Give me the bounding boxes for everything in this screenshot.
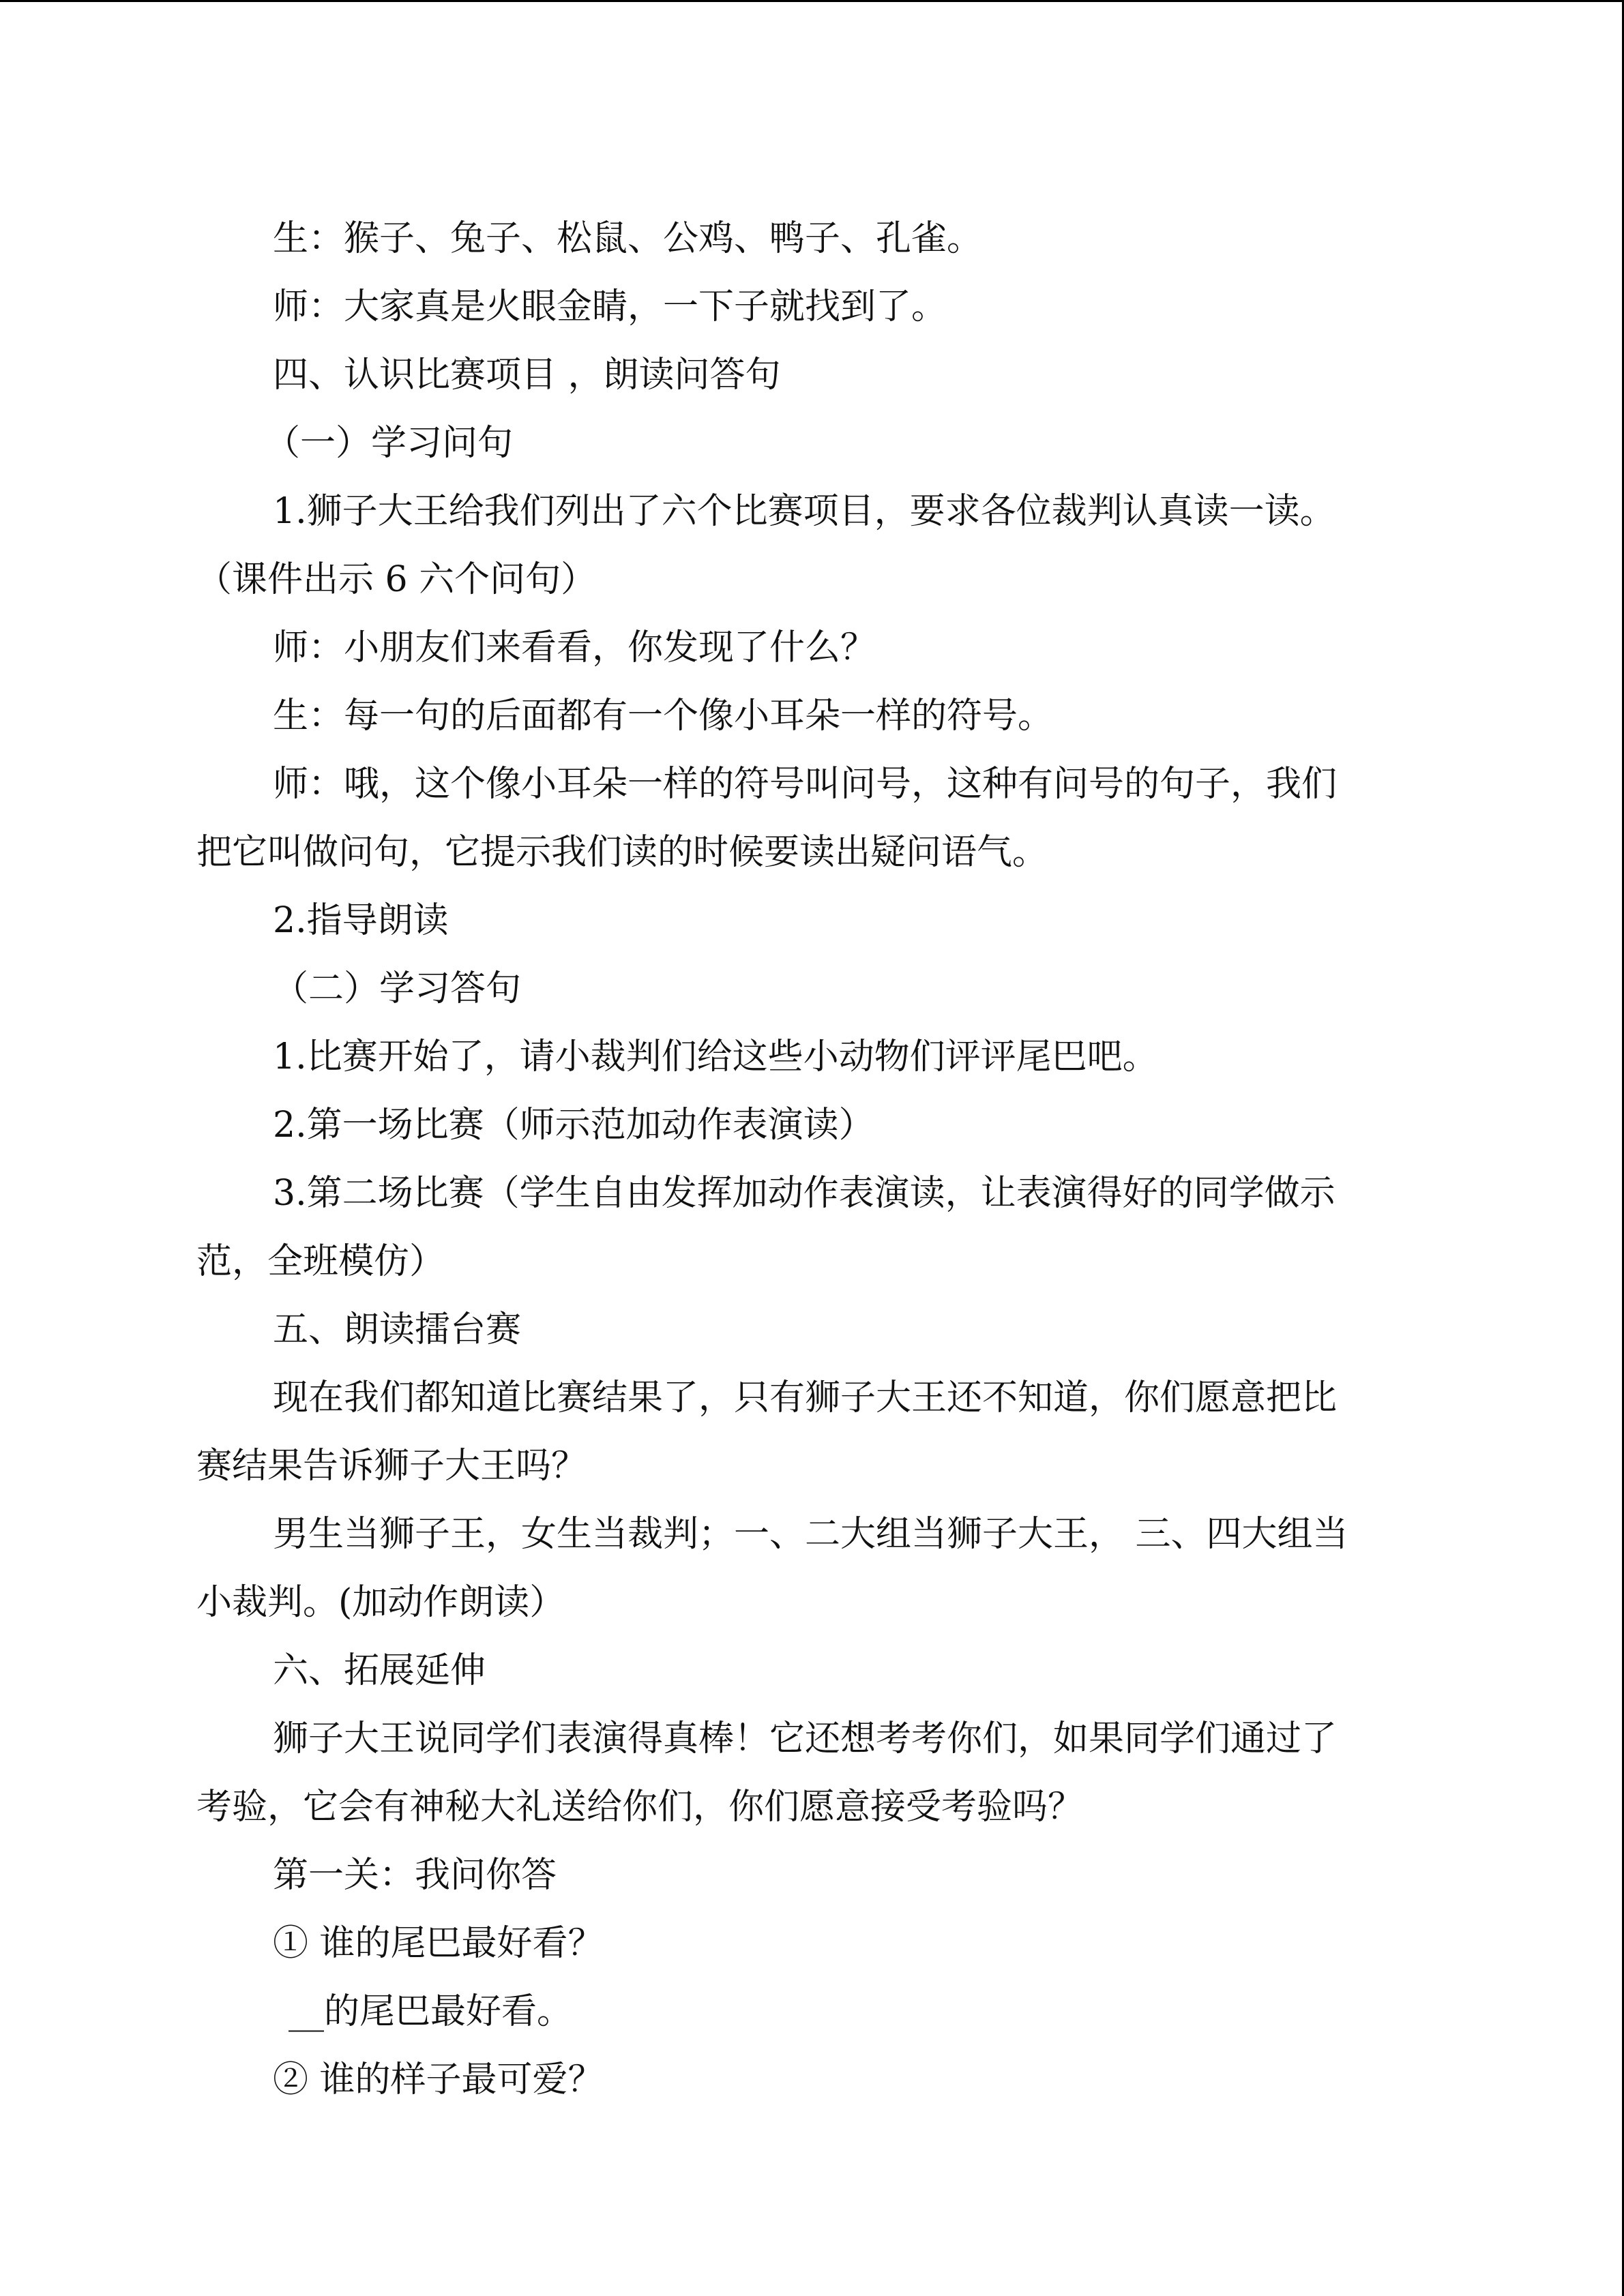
- paragraph-line: 师：小朋友们来看看，你发现了什么？: [273, 627, 876, 668]
- question-line: ① 谁的尾巴最好看？: [273, 1923, 604, 1964]
- paragraph-line: 赛结果告诉狮子大王吗？: [196, 1446, 587, 1487]
- answer-blank-line: __的尾巴最好看。: [289, 1991, 573, 2032]
- paragraph-line: 3.第二场比赛（学生自由发挥加动作表演读，让表演得好的同学做示: [273, 1173, 1335, 1214]
- section-heading: 五、朗读擂台赛: [273, 1309, 522, 1350]
- paragraph-line: 1.比赛开始了，请小裁判们给这些小动物们评评尾巴吧。: [273, 1037, 1158, 1077]
- paragraph-line: 1.狮子大王给我们列出了六个比赛项目，要求各位裁判认真读一读。: [273, 491, 1335, 532]
- subsection-heading: （二）学习答句: [273, 968, 522, 1009]
- document-body: [196, 205, 1438, 2114]
- paragraph-line: （课件出示 6 六个问句）: [196, 559, 597, 600]
- paragraph-line: 师：哦，这个像小耳朵一样的符号叫问号，这种有问号的句子，我们: [273, 764, 1338, 805]
- paragraph-line: 男生当狮子王，女生当裁判；一、二大组当狮子大王， 三、四大组当: [273, 1514, 1348, 1555]
- section-heading: 六、拓展延伸: [273, 1650, 486, 1691]
- paragraph-line: 师：大家真是火眼金睛，一下子就找到了。: [273, 286, 947, 327]
- page-border-top: [0, 0, 1624, 2]
- paragraph-line: 生：猴子、兔子、松鼠、公鸡、鸭子、孔雀。: [273, 218, 983, 259]
- paragraph-line: 2.第一场比赛（师示范加动作表演读）: [273, 1105, 874, 1146]
- paragraph-line: 范，全班模仿）: [196, 1241, 445, 1282]
- paragraph-line: 把它叫做问句，它提示我们读的时候要读出疑问语气。: [196, 832, 1048, 873]
- paragraph-line: 考验，它会有神秘大礼送给你们，你们愿意接受考验吗？: [196, 1787, 1084, 1828]
- paragraph-line: 狮子大王说同学们表演得真棒！它还想考考你们，如果同学们通过了: [273, 1718, 1338, 1759]
- subsection-heading: （一）学习问句: [265, 423, 514, 464]
- paragraph-line: 2.指导朗读: [273, 900, 449, 941]
- paragraph-line: 第一关：我问你答: [273, 1855, 557, 1896]
- paragraph-line: 小裁判。(加动作朗读）: [196, 1582, 565, 1623]
- paragraph-line: 现在我们都知道比赛结果了，只有狮子大王还不知道，你们愿意把比: [273, 1377, 1338, 1418]
- paragraph-line: 生：每一句的后面都有一个像小耳朵一样的符号。: [273, 696, 1054, 736]
- section-heading: 四、认识比赛项目 ，朗读问答句: [273, 355, 781, 396]
- question-line: ② 谁的样子最可爱？: [273, 2059, 604, 2100]
